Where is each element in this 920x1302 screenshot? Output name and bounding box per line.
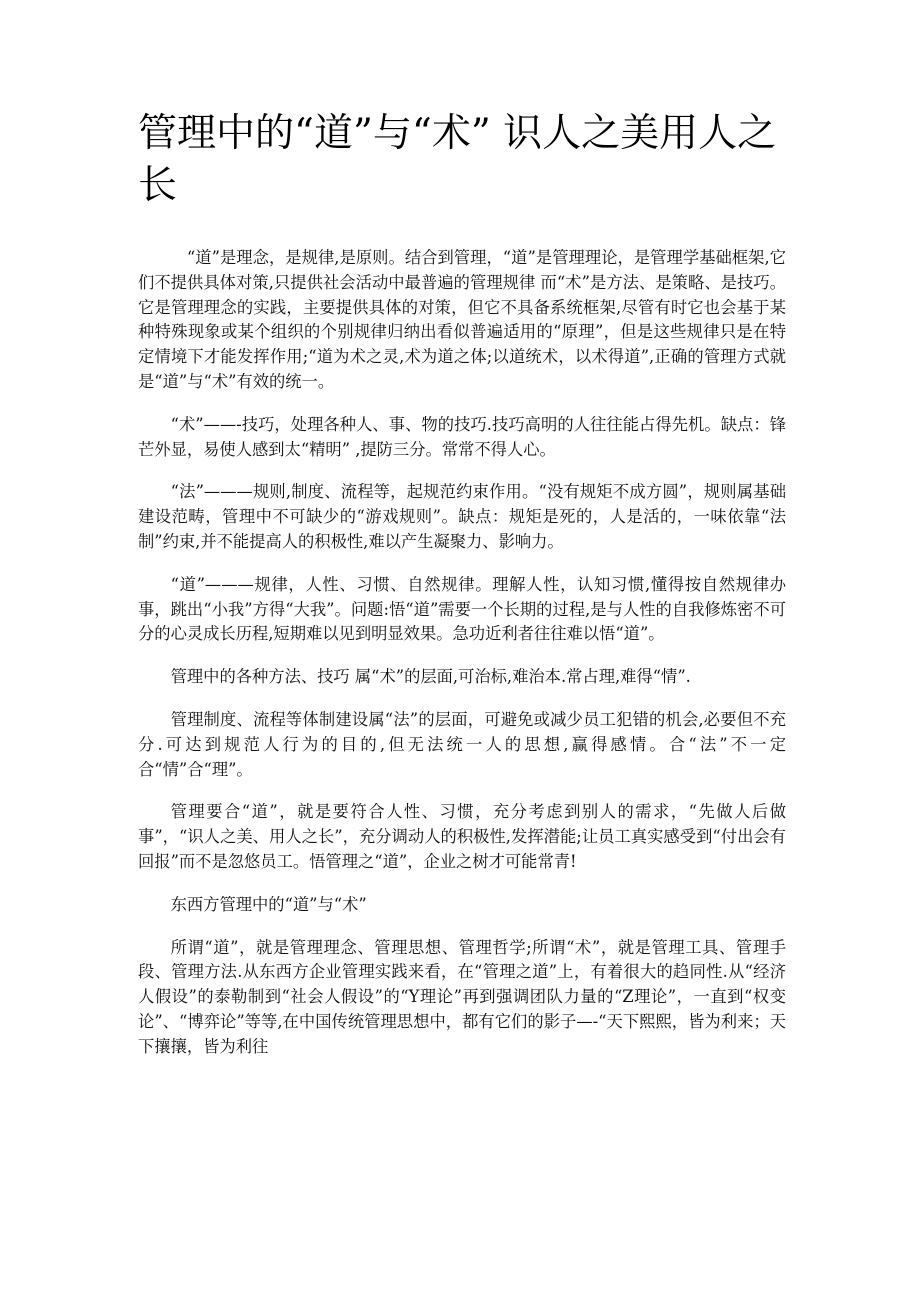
paragraph-system: 管理制度、流程等体制建设属“法”的层面，可避免或减少员工犯错的机会,必要但不充分.可达到规范人行为的目的,但无法统一人的思想,赢得感情。合“法”不一定合“情”合“理”。 [138, 709, 786, 779]
paragraph-methods: 管理中的各种方法、技巧 属“术”的层面,可治标,难治本.常占理,难得“情”. [170, 667, 691, 687]
document-title: 管理中的“道”与“术” 识人之美用人之长 [138, 111, 777, 208]
paragraph-fa-rules: “法”———规则,制度、流程等，起规范约束作用。“没有规矩不成方圆”，规则属基础建设范畴，管理中不可缺少的“游戏规则”。缺点：规矩是死的，人是活的，一味依靠“法制”约束,并不能提高人的积极性,难以产生凝聚力、影响力。 [138, 482, 786, 551]
document-page [138, 108, 786, 1078]
paragraph-dao-law: “道”———规律，人性、习惯、自然规律。理解人性，认知习惯,懂得按自然规律办事，跳出“小我”方得“大我”。问题:悟“道”需要一个长期的过程,是与人性的自我修炼密不可分的心灵成长历程,短期难以见到明显效果。急功近利者往往难以悟“道”。 [138, 574, 786, 644]
paragraph-shu-skill: “术”——-技巧，处理各种人、事、物的技巧.技巧高明的人往往能占得先机。缺点：锋芒外显，易使人感到太“精明” ,提防三分。常常不得人心。 [138, 414, 786, 459]
paragraph-east-west: 所谓“道”，就是管理理念、管理思想、管理哲学;所谓“术”，就是管理工具、管理手段、管理方法.从东西方企业管理实践来看，在“管理之道”上，有着很大的趋同性.从“经济人假设”的泰勒制到“社会人假设”的“Y理论”再到强调团队力量的“Z理论”，一直到“权变论”、“博弈论”等等,在中国传统管理思想中，都有它们的影子—-“天下熙熙，皆为利来；天下攘攘，皆为利往 [138, 937, 786, 1056]
section-heading-east-west: 东西方管理中的“道”与“术” [170, 894, 367, 914]
paragraph-dao-definition: “道”是理念，是规律,是原则。结合到管理，“道”是管理理论，是管理学基础框架,它们不提供具体对策,只提供社会活动中最普遍的管理规律 而“术”是方法、是策略、是技巧。它是管理理念的实践，主要提供具体的对策，但它不具备系统框架,尽管有时它也会基于某种特殊现象或某个组织的个别规律归纳出看似普遍适用的“原理”，但是这些规律只是在特定情境下才能发挥作用;“道为术之灵,术为道之体;以道统术，以术得道”,正确的管理方式就是“道”与“术”有效的统一。 [138, 248, 786, 391]
paragraph-follow-dao: 管理要合“道”，就是要符合人性、习惯，充分考虑到别人的需求，“先做人后做事”，“识人之美、用人之长”，充分调动人的积极性,发挥潜能;让员工真实感受到“付出会有回报”而不是忽悠员工。悟管理之“道”，企业之树才可能常青! [138, 802, 786, 871]
